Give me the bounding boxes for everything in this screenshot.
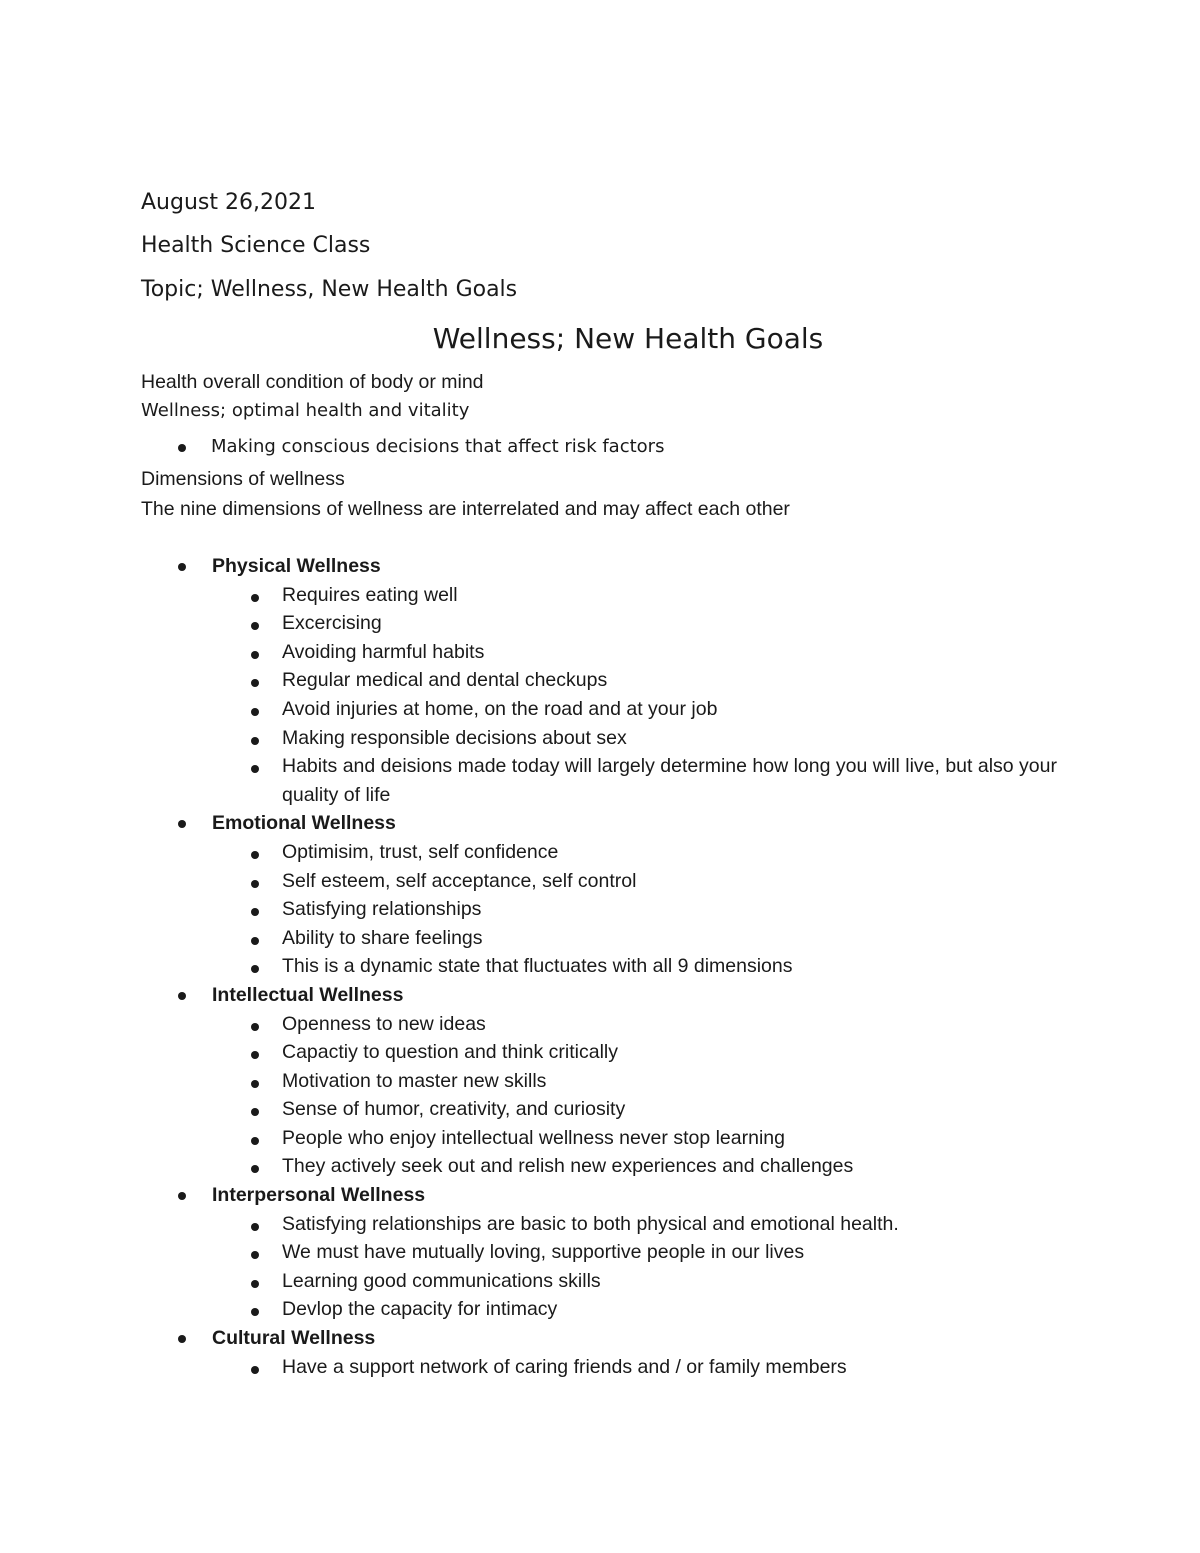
list-item — [0, 1269, 1200, 1298]
date-line: August 26,2021 — [141, 190, 316, 215]
list-item — [0, 1212, 1200, 1241]
list-item-text: Openness to new ideas — [282, 1012, 486, 1035]
dimension-heading — [0, 983, 1200, 1012]
dimension-heading — [0, 554, 1200, 583]
wellness-bullet-text: Making conscious decisions that affect risk factors — [211, 436, 665, 457]
list-item — [0, 869, 1200, 898]
list-item-text: Devlop the capacity for intimacy — [282, 1298, 558, 1321]
bullet-dot-icon — [251, 937, 259, 945]
bullet-dot-icon — [251, 1308, 259, 1316]
list-item — [0, 697, 1200, 726]
dimension-items — [0, 583, 1200, 812]
dimension-items — [0, 1355, 1200, 1384]
dimension-heading-label: Intellectual Wellness — [212, 983, 404, 1006]
list-item-text: This is a dynamic state that fluctuates with all 9 dimensions — [282, 955, 793, 978]
bullet-dot-icon — [251, 908, 259, 916]
list-item-text: People who enjoy intellectual wellness never stop learning — [282, 1126, 785, 1149]
bullet-dot-icon — [251, 880, 259, 888]
bullet-dot-icon — [251, 1108, 259, 1116]
list-item — [0, 583, 1200, 612]
list-item-text: Capactiy to question and think critically — [282, 1041, 619, 1064]
list-item-text: Making responsible decisions about sex — [282, 726, 627, 749]
bullet-dot-icon — [251, 851, 259, 859]
bullet-dot-icon — [251, 1280, 259, 1288]
dimensions-description: The nine dimensions of wellness are interrelated and may affect each other — [141, 498, 790, 520]
dimension-heading — [0, 811, 1200, 840]
list-item — [0, 1240, 1200, 1269]
bullet-dot-icon — [251, 1251, 259, 1259]
bullet-dot-icon — [251, 965, 259, 973]
dimension-section — [0, 983, 1200, 1183]
list-item-text: We must have mutually loving, supportive people in our lives — [282, 1241, 805, 1264]
list-item — [0, 1097, 1200, 1126]
list-item — [0, 926, 1200, 955]
list-item-text: They actively seek out and relish new experiences and challenges — [282, 1155, 854, 1178]
list-item — [0, 1040, 1200, 1069]
list-item-text: Optimisim, trust, self confidence — [282, 840, 559, 863]
list-item-text: Avoid injuries at home, on the road and at your job — [282, 697, 718, 720]
bullet-dot-icon — [251, 1165, 259, 1173]
list-item-text: Excercising — [282, 612, 382, 635]
dimension-heading-label: Physical Wellness — [212, 555, 381, 577]
health-definition: Health overall condition of body or mind — [141, 371, 484, 393]
wellness-dimensions-list — [0, 554, 1200, 1383]
dimension-heading-label: Cultural Wellness — [212, 1327, 376, 1350]
class-line: Health Science Class — [141, 233, 371, 258]
list-item — [0, 611, 1200, 640]
list-item-text: Satisfying relationships — [282, 898, 482, 921]
list-item-text: Have a support network of caring friends and / or family members — [282, 1355, 847, 1378]
bullet-dot-icon — [251, 1366, 259, 1374]
bullet-dot-icon — [251, 737, 259, 745]
dimension-section — [0, 1183, 1200, 1326]
list-item-text: Avoiding harmful habits — [282, 640, 485, 663]
list-item — [0, 1297, 1200, 1326]
list-item — [0, 954, 1200, 983]
bullet-dot-icon — [178, 1335, 186, 1343]
dimension-heading-label: Interpersonal Wellness — [212, 1184, 426, 1207]
list-item — [0, 1069, 1200, 1098]
list-item-text: Self esteem, self acceptance, self control — [282, 869, 637, 892]
list-item — [0, 640, 1200, 669]
list-item — [0, 1355, 1200, 1384]
page-title: Wellness; New Health Goals — [432, 322, 824, 355]
list-item — [0, 754, 1200, 811]
list-item-text: Habits and deisions made today will largely determine how long you will live, but also your quality of life — [282, 755, 1057, 806]
dimension-heading-label: Emotional Wellness — [212, 812, 396, 835]
bullet-dot-icon — [251, 1051, 259, 1059]
bullet-dot-icon — [251, 1137, 259, 1145]
bullet-dot-icon — [251, 1023, 259, 1031]
dimension-section — [0, 1326, 1200, 1383]
dimension-items — [0, 1212, 1200, 1326]
list-item-text: Learning good communications skills — [282, 1269, 601, 1292]
dimension-heading — [0, 1326, 1200, 1355]
list-item-text: Regular medical and dental checkups — [282, 669, 608, 692]
bullet-dot-icon — [178, 1192, 186, 1200]
dimension-items — [0, 1012, 1200, 1184]
bullet-dot-icon — [251, 594, 259, 602]
bullet-dot-icon — [251, 765, 259, 773]
list-item-text: Requires eating well — [282, 583, 458, 606]
bullet-dot-icon — [251, 1080, 259, 1088]
bullet-dot-icon — [178, 820, 186, 828]
dimension-section — [0, 554, 1200, 811]
bullet-dot-icon — [178, 563, 186, 571]
list-item — [0, 668, 1200, 697]
dimensions-heading: Dimensions of wellness — [141, 468, 345, 490]
list-item — [0, 726, 1200, 755]
list-item-text: Sense of humor, creativity, and curiosity — [282, 1098, 626, 1121]
list-item-text: Motivation to master new skills — [282, 1069, 547, 1092]
list-item — [0, 1126, 1200, 1155]
bullet-dot-icon — [178, 444, 186, 452]
bullet-dot-icon — [251, 622, 259, 630]
topic-line: Topic; Wellness, New Health Goals — [141, 277, 518, 302]
bullet-dot-icon — [178, 992, 186, 1000]
list-item — [0, 1154, 1200, 1183]
list-item — [0, 897, 1200, 926]
list-item — [0, 840, 1200, 869]
bullet-dot-icon — [251, 679, 259, 687]
dimension-items — [0, 840, 1200, 983]
list-item-text: Satisfying relationships are basic to both physical and emotional health. — [282, 1212, 899, 1235]
dimension-heading — [0, 1183, 1200, 1212]
bullet-dot-icon — [251, 708, 259, 716]
list-item-text: Ability to share feelings — [282, 926, 483, 949]
list-item — [0, 1012, 1200, 1041]
bullet-dot-icon — [251, 1223, 259, 1231]
dimension-section — [0, 811, 1200, 983]
wellness-definition: Wellness; optimal health and vitality — [141, 400, 470, 421]
bullet-dot-icon — [251, 651, 259, 659]
